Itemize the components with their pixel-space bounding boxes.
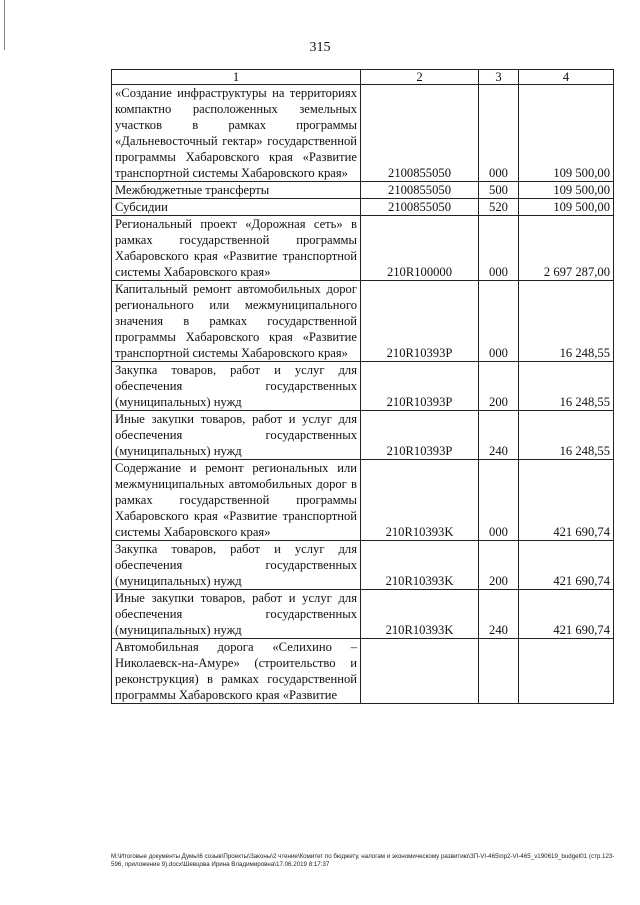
code-cell: 210R10393K <box>361 460 479 541</box>
code-cell: 210R10393P <box>361 411 479 460</box>
header-cell: 3 <box>479 70 519 85</box>
expense-type-cell: 200 <box>479 541 519 590</box>
table-header-row <box>112 70 614 85</box>
table-row <box>112 460 614 541</box>
table-row <box>112 281 614 362</box>
table-row <box>112 639 614 704</box>
expense-type-cell: 000 <box>479 85 519 182</box>
name-cell: Иные закупки товаров, работ и услуг для обеспечения государственных (муниципальных) нужд <box>112 590 361 639</box>
table-row <box>112 85 614 182</box>
name-cell: Межбюджетные трансферты <box>112 182 361 199</box>
name-cell: Содержание и ремонт региональных или межмуниципальных автомобильных дорог в рамках государственной программы Хабаровского края «Развитие транспортной системы Хабаровского края» <box>112 460 361 541</box>
table-row <box>112 216 614 281</box>
budget-table <box>111 69 614 704</box>
expense-type-cell: 240 <box>479 411 519 460</box>
expense-type-cell: 240 <box>479 590 519 639</box>
expense-type-cell <box>479 639 519 704</box>
name-cell: Региональный проект «Дорожная сеть» в рамках государственной программы Хабаровского края «Развитие транспортной системы Хабаровского края» <box>112 216 361 281</box>
amount-cell <box>519 639 614 704</box>
amount-cell: 421 690,74 <box>519 590 614 639</box>
document-path-footer: М:\Итоговые документы Думы\6 созыв\Проекты\Законы\2 чтение\Комитет по бюджету, налогам и экономическому развитию\ЗП-VI-465\пр2-VI-465_v190619_budget01 (стр.123-596, приложение 9).docx\Шевцова Ирина Владимировна\17.06.2019 8:17:37 <box>111 853 615 868</box>
code-cell: 2100855050 <box>361 85 479 182</box>
expense-type-cell: 000 <box>479 216 519 281</box>
expense-type-cell: 200 <box>479 362 519 411</box>
name-cell: Субсидии <box>112 199 361 216</box>
expense-type-cell: 000 <box>479 460 519 541</box>
name-cell: Закупка товаров, работ и услуг для обеспечения государственных (муниципальных) нужд <box>112 541 361 590</box>
amount-cell: 109 500,00 <box>519 85 614 182</box>
code-cell: 2100855050 <box>361 182 479 199</box>
name-cell: Иные закупки товаров, работ и услуг для обеспечения государственных (муниципальных) нужд <box>112 411 361 460</box>
table-row <box>112 541 614 590</box>
amount-cell: 421 690,74 <box>519 541 614 590</box>
name-cell: Автомобильная дорога «Селихино – Николаевск-на-Амуре» (строительство и реконструкция) в рамках государственной программы Хабаровского края «Развитие <box>112 639 361 704</box>
code-cell: 210R10393P <box>361 362 479 411</box>
header-cell: 2 <box>361 70 479 85</box>
code-cell: 210R10393K <box>361 541 479 590</box>
code-cell: 210R10393P <box>361 281 479 362</box>
table-row <box>112 590 614 639</box>
amount-cell: 109 500,00 <box>519 182 614 199</box>
expense-type-cell: 500 <box>479 182 519 199</box>
code-cell <box>361 639 479 704</box>
name-cell: Капитальный ремонт автомобильных дорог регионального или межмуниципального значения в рамках государственной программы Хабаровского края «Развитие транспортной системы Хабаровского края» <box>112 281 361 362</box>
code-cell: 210R10393K <box>361 590 479 639</box>
table-row <box>112 182 614 199</box>
page-number: 315 <box>309 40 331 55</box>
amount-cell: 16 248,55 <box>519 411 614 460</box>
code-cell: 210R100000 <box>361 216 479 281</box>
amount-cell: 421 690,74 <box>519 460 614 541</box>
table-row <box>112 199 614 216</box>
table-row <box>112 362 614 411</box>
table-row <box>112 411 614 460</box>
amount-cell: 109 500,00 <box>519 199 614 216</box>
name-cell: «Создание инфраструктуры на территориях компактно расположенных земельных участков в рамках программы «Дальневосточный гектар» государственной программы Хабаровского края «Развитие транспортной системы Хабаровского края» <box>112 85 361 182</box>
amount-cell: 16 248,55 <box>519 281 614 362</box>
header-cell: 4 <box>519 70 614 85</box>
expense-type-cell: 520 <box>479 199 519 216</box>
name-cell: Закупка товаров, работ и услуг для обеспечения государственных (муниципальных) нужд <box>112 362 361 411</box>
amount-cell: 2 697 287,00 <box>519 216 614 281</box>
amount-cell: 16 248,55 <box>519 362 614 411</box>
header-cell: 1 <box>112 70 361 85</box>
code-cell: 2100855050 <box>361 199 479 216</box>
expense-type-cell: 000 <box>479 281 519 362</box>
